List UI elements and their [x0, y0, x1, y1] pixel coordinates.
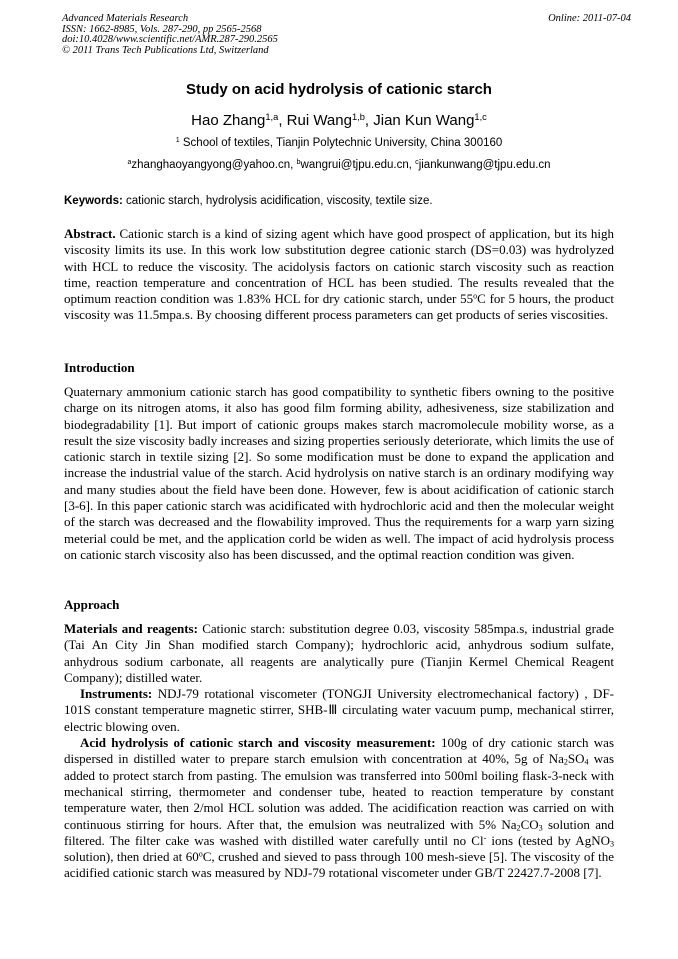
instruments-paragraph — [64, 686, 614, 735]
journal-name: Advanced Materials Research — [62, 13, 189, 24]
email-link[interactable]: zhanghaoyangyong@yahoo.cn — [131, 159, 291, 171]
hydrolysis-label: Acid hydrolysis of cationic starch and viscosity measurement: — [80, 735, 436, 751]
section-heading-approach: Approach — [64, 597, 120, 612]
hydrolysis-text: ions (tested by AgNO — [486, 832, 610, 848]
email-list: $^a$zhanghaoyangyong@yahoo.cn, $^b$wangrui@tjpu.edu.cn, $^c$jiankunwang@tjpu.edu.cn — [127, 158, 551, 171]
hydrolysis-text: 100g of dry cationic starch was dispersed in distilled water to prepare starch emulsion with concentration at 40%, 5g of Na — [64, 735, 615, 767]
section-heading-introduction: Introduction — [64, 360, 135, 375]
online-date: Online: 2011-07-04 — [548, 13, 631, 24]
email-sup: a — [127, 158, 132, 167]
subscript: 3 — [538, 823, 543, 833]
email-sup: b — [296, 158, 301, 167]
paper-title: Study on acid hydrolysis of cationic starch — [186, 81, 492, 98]
instruments-text: NDJ-79 rotational viscometer (TONGJI University electromechanical factory) , DF-101S constant temperature magnetic stirrer, SHB-Ⅲ circulating water vacuum pump, mechanical stirrer, electric blowing oven. — [64, 686, 615, 734]
author-sup: 1,b — [351, 111, 365, 122]
hydrolysis-text: SO — [567, 751, 585, 767]
materials-paragraph — [64, 621, 614, 686]
keywords — [64, 195, 433, 207]
degree-sup: o — [198, 849, 203, 859]
author-sup: 1,c — [474, 111, 487, 122]
hydrolysis-text: solution and filtered. The filter cake was washed with distilled water carefully until no Cl — [64, 816, 614, 848]
journal-header — [62, 14, 278, 56]
subscript: 3 — [609, 839, 614, 849]
author-list: Hao Zhang$^{1,a}$, Rui Wang$^{1,b}$, Jian Kun Wang$^{1,c}$ — [191, 111, 487, 129]
instruments-label: Instruments: — [80, 686, 153, 702]
hydrolysis-text: solution), then dried at 60 — [64, 849, 199, 865]
affiliation — [0, 137, 678, 149]
hydrolysis-text: C, crushed and sieved to pass through 100 mesh-sieve [5]. The viscosity of the acidified cationic starch was measured by NDJ-79 rotational viscometer under GB/T 22427.7-2008 [7]. — [64, 849, 614, 881]
subscript: 4 — [584, 757, 589, 767]
abstract-label: Abstract. — [64, 226, 116, 241]
abstract-text: Cationic starch is a kind of sizing agent which have good prospect of application, but its high viscosity limits its use. In this work low substitution degree cationic starch (DS=0.03) was hydrolyzed with HCL to reduce the viscosity. The acidolysis factors on cationic starch viscosity such as reaction time, reaction temperature and concentration of HCL has been studied. The results revealed that the optimum reaction condition was 1.83% HCL for dry cationic starch, under 55 — [64, 226, 614, 307]
abstract — [64, 226, 614, 324]
degree-sup: o — [473, 291, 478, 301]
superscript: - — [483, 833, 487, 843]
author-sup: 1,a — [265, 111, 279, 122]
doi-line: doi:10.4028/www.scientific.net/AMR.287-290.2565 — [62, 34, 278, 46]
hydrolysis-text: CO — [520, 816, 539, 832]
subscript: 2 — [516, 823, 521, 833]
materials-label: Materials and reagents: — [64, 621, 198, 636]
author-name: Jian Kun Wang — [373, 112, 475, 129]
email-link[interactable]: jiankunwang@tjpu.edu.cn — [418, 159, 551, 171]
hydrolysis-paragraph — [64, 735, 614, 882]
hydrolysis-text: was added to protect starch from pasting. The emulsion was transferred into 500ml boiling flask-3-neck with mechanical stirring, thermometer and condenser tube, heated to reaction temperature by constant temperature water, then 2/mol HCL solution was added. The acidification reaction was carried on with continuous stirring for hours. After that, the emulsion was neutralized with 5% Na — [64, 751, 614, 832]
abstract-text: C for 5 hours, the product viscosity was 11.5mpa.s. By choosing different process parameters can get products of series viscosities. — [64, 291, 614, 323]
subscript: 2 — [563, 757, 568, 767]
keywords-label: Keywords: — [64, 195, 123, 207]
approach-body — [64, 621, 614, 882]
affiliation-sup: 1 — [175, 136, 180, 145]
introduction-body — [64, 384, 614, 563]
introduction-text: Quaternary ammonium cationic starch has good compatibility to synthetic fibers owning to the positive charge on its nitrogen atoms, it also has good film forming ability, adhesiveness, size stabilization and biodegradability [1]. But import of cationic groups makes starch macromolecule mobility worse, as a result the size viscosity badly increases and sizing properties seriously deteriorate, which limits the use of cationic starch in textile sizing [2]. So some modification must be done to expand the application and increase the industrial value of the starch. Acid hydrolysis on native starch is an ordinary modifying way and many studies about the field have been done. However, few is about acidification of cationic starch [3-6]. In this paper cationic starch was acidificated with hydrochloric acid and then the molecular weight of the starch was decreased and the flowability improved. Thus the requirements for a warp yarn sizing meterial could be met, and the application corld be widen as well. The impact of acid hydrolysis process on cationic starch viscosity also has been discussed, and the optimal reaction condition was given. — [64, 384, 614, 562]
copyright-line: © 2011 Trans Tech Publications Ltd, Switzerland — [62, 44, 269, 56]
email-link[interactable]: wangrui@tjpu.edu.cn — [300, 159, 409, 171]
issn-line: ISSN: 1662-8985, Vols. 287-290, pp 2565-2568 — [62, 23, 262, 35]
keywords-text: cationic starch, hydrolysis acidification, viscosity, textile size. — [126, 195, 433, 207]
affiliation-text: School of textiles, Tianjin Polytechnic University, China 300160 — [182, 137, 503, 149]
author-name: Hao Zhang — [191, 112, 266, 129]
materials-text: Cationic starch: substitution degree 0.03, viscosity 585mpa.s, industrial grade (Tai An City Jin Shan modified starch Company); hydrochloric acid, anhydrous sodium sulfate, anhydrous sodium carbonate, all reagents are analytically pure (Tianjin Kermel Chemical Reagent Company); distilled water. — [64, 621, 615, 685]
email-sup: c — [415, 158, 419, 167]
author-name: Rui Wang — [286, 112, 352, 129]
